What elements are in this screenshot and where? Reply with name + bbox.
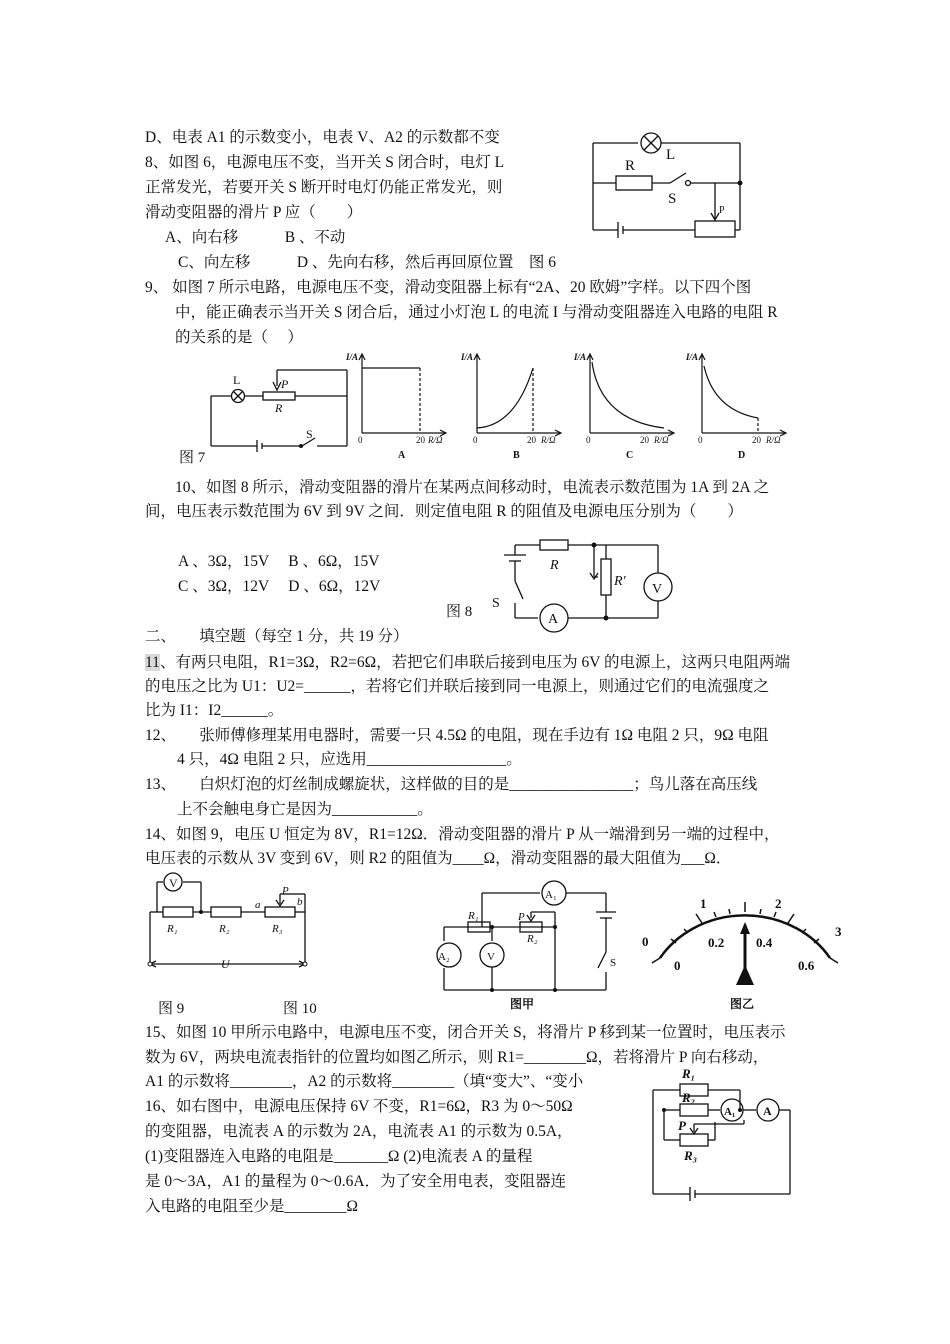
fig9-voltmeter: V [169, 876, 178, 890]
fig7-label-l: L [233, 373, 241, 387]
graph-d-zero: 0 [698, 435, 703, 445]
graph-a-twenty: 20 [416, 435, 425, 445]
fig16-ammeter-a1: A₁ [724, 1106, 736, 1118]
q12-line-2: 4 只，4Ω 电阻 2 只，应选用__________________。 [177, 751, 522, 768]
graph-a-label: A [398, 450, 406, 461]
figure-7-graph-c [568, 350, 678, 461]
figure-16-circuit [650, 1062, 800, 1207]
fig16-label-p: P [678, 1118, 686, 1133]
fig9-label-a: a [255, 899, 261, 911]
q15-line-3: A1 的示数将________，A2 的示数将________（填“变大”、“变小 [145, 1073, 584, 1090]
fig10-label-r1: R₁ [468, 910, 479, 922]
fig10-label-p: P [518, 911, 525, 923]
graph-b-twenty: 20 [527, 435, 536, 445]
graph-a-yaxis: I/A [346, 352, 359, 362]
meter-bottom-02: 0.2 [708, 935, 725, 950]
fig8-voltmeter: V [652, 582, 663, 597]
graph-d-twenty: 20 [752, 435, 761, 445]
section-2-title: 二、 填空题（每空 1 分，共 19 分） [145, 628, 409, 645]
q11-number: 11 [145, 654, 160, 671]
figure-7-graph-b [455, 350, 565, 461]
meter-top-2: 2 [775, 896, 782, 911]
figure-10-meter-yi [640, 890, 850, 1015]
fig8-label-r: R [550, 558, 559, 573]
graph-d-yaxis: I/A [686, 352, 699, 362]
fig9-label-r3: R₃ [272, 923, 283, 935]
fig7-label-p: P [281, 377, 289, 391]
graph-c-twenty: 20 [640, 435, 649, 445]
fig9-label-b: b [297, 896, 303, 908]
meter-top-3: 3 [835, 924, 842, 939]
fig6-label-r: R [625, 158, 636, 174]
graph-b-xaxis: R/Ω [541, 435, 556, 445]
graph-c-label: C [626, 450, 634, 461]
figure-7-circuit [205, 368, 350, 453]
fig7-label-r: R [275, 401, 283, 415]
graph-b-yaxis: I/A [461, 352, 474, 362]
q8-line-1: 8、如图 6，电源电压不变，当开关 S 闭合时，电灯 L [145, 154, 505, 171]
fig10-caption: 图 10 [283, 1001, 317, 1017]
fig8-label-s: S [492, 596, 500, 611]
q16-line-5: 入电路的电阻至少是________Ω [145, 1198, 359, 1215]
q10-options-cd: C 、3Ω，12V D 、6Ω，12V [178, 578, 381, 595]
q10-line-1: 10、如图 8 所示，滑动变阻器的滑片在某两点间移动时，电流表示数范围为 1A 到 2A 之 [175, 479, 770, 496]
q8-options-cd: C、向左移 D 、先向右移，然后再回原位置 图 6 [178, 254, 557, 271]
fig9-label-r1: R₁ [167, 923, 178, 935]
q8-line-3: 滑动变阻器的滑片 P 应（ ） [145, 204, 363, 221]
fig9-label-r2: R₂ [219, 923, 230, 935]
graph-d-label: D [738, 450, 746, 461]
fig8-caption: 图 8 [446, 604, 473, 620]
q15-line-2: 数为 6V，两块电流表指针的位置均如图乙所示，则 R1=________Ω，若将滑片 P 向右移动， [145, 1049, 769, 1066]
q8-line-2: 正常发光，若要开关 S 断开时电灯仍能正常发光，则 [145, 179, 503, 196]
fig6-label-s: S [668, 191, 677, 207]
q11-line-2: 的电压之比为 U1：U2=______，若将它们并联后接到同一电源上，则通过它们的电流强度之 [145, 678, 770, 695]
fig9-caption: 图 9 [158, 1001, 185, 1017]
graph-d-xaxis: R/Ω [766, 435, 781, 445]
fig10-label-s: S [610, 957, 617, 969]
meter-top-0: 0 [642, 934, 649, 949]
meter-bottom-06: 0.6 [798, 958, 815, 973]
fig16-ammeter-a: A [763, 1104, 772, 1118]
graph-a-zero: 0 [358, 435, 363, 445]
fig10-label-jia: 图甲 [510, 997, 535, 1011]
q10-options-ab: A 、3Ω，15V B 、6Ω，15V [178, 553, 380, 570]
fig7-caption: 图 7 [179, 450, 206, 466]
fig7-label-s: S [306, 427, 313, 441]
q12-line-1: 12、 张师傅修理某用电器时，需要一只 4.5Ω 的电阻，现在手边有 1Ω 电阻 2 只，9Ω 电阻 [145, 727, 769, 744]
q16-line-2: 的变阻器，电流表 A 的示数为 2A，电流表 A1 的示数为 0.5A， [145, 1123, 573, 1140]
q16-line-1: 16、如右图中，电源电压保持 6V 不变，R1=6Ω，R3 为 0～50Ω [145, 1098, 573, 1115]
q11-line-3: 比为 I1：I2______。 [145, 702, 284, 719]
fig8-label-rprime: R′ [614, 574, 626, 589]
graph-a-xaxis: R/Ω [428, 435, 443, 445]
q16-line-4: 是 0～3A，A1 的量程为 0～0.6A．为了安全用电表，变阻器连 [145, 1173, 567, 1190]
q8-options-ab: A、向右移 B 、不动 [165, 229, 346, 246]
graph-c-yaxis: I/A [574, 352, 587, 362]
q11-line-1 [145, 653, 790, 673]
fig10-ammeter-a1: A₁ [545, 889, 557, 901]
fig16-label-r1: R₁ [682, 1066, 696, 1081]
fig9-label-u: U [221, 957, 230, 971]
fig10-label-r2: R₂ [527, 933, 538, 945]
q9-line-3: 的关系的是（ ） [175, 329, 303, 346]
q9-line-1: 9、 如图 7 所示电路，电源电压不变，滑动变阻器上标有“2A、20 欧姆”字样。以下四个图 [145, 279, 752, 296]
figure-10-circuit-jia [430, 880, 620, 1015]
q13-line-1: 13、 白炽灯泡的灯丝制成螺旋状，这样做的目的是________________；鸟儿落在高压线 [145, 776, 758, 793]
q15-line-1: 15、如图 10 甲所示电路中，电源电压不变，闭合开关 S，将滑片 P 移到某一位置时，电压表示 [145, 1024, 786, 1041]
figure-7-graph-a [340, 350, 450, 461]
q7-option-d: D、电表 A1 的示数变小，电表 V、A2 的示数都不变 [145, 129, 500, 146]
fig10-voltmeter: V [487, 951, 495, 963]
figure-8-circuit [490, 535, 680, 635]
fig10-label-yi: 图乙 [730, 997, 755, 1011]
graph-c-xaxis: R/Ω [654, 435, 669, 445]
graph-c-zero: 0 [586, 435, 591, 445]
figure-7-graph-d [680, 350, 795, 461]
fig16-label-r2: R₂ [682, 1090, 696, 1105]
graph-b-label: B [513, 450, 520, 461]
fig9-label-p: P [282, 885, 289, 897]
meter-bottom-04: 0.4 [756, 935, 773, 950]
q11-line-1-text: 、有两只电阻，R1=3Ω，R2=6Ω，若把它们串联后接到电压为 6V 的电源上，这两只电阻两端 [159, 654, 791, 671]
figure-9-circuit [145, 872, 310, 972]
figure-6-circuit [588, 125, 748, 245]
graph-b-zero: 0 [473, 435, 478, 445]
q14-line-2: 电压表的示数从 3V 变到 6V，则 R2 的阻值为____Ω，滑动变阻器的最大阻值为___Ω． [145, 850, 732, 867]
fig6-label-l: L [666, 147, 676, 163]
fig16-label-r3: R₃ [684, 1148, 698, 1163]
fig6-label-p: P [719, 205, 725, 216]
fig10-ammeter-a2: A₂ [438, 951, 450, 963]
q14-line-1: 14、如图 9，电压 U 恒定为 8V，R1=12Ω．滑动变阻器的滑片 P 从一端滑到另一端的过程中， [145, 826, 780, 843]
q16-line-3: (1)变阻器连入电路的电阻是_______Ω (2)电流表 A 的量程 [145, 1148, 533, 1165]
q10-line-2: 间，电压表示数范围为 6V 到 9V 之间．则定值电阻 R 的阻值及电源电压分别为（ ） [145, 503, 743, 520]
meter-top-1: 1 [700, 896, 707, 911]
fig8-ammeter: A [548, 612, 559, 627]
meter-bottom-0: 0 [674, 958, 681, 973]
q13-line-2: 上不会触电身亡是因为___________。 [177, 801, 433, 818]
q9-line-2: 中，能正确表示当开关 S 闭合后，通过小灯泡 L 的电流 I 与滑动变阻器连入电路的电阻 R [175, 304, 778, 321]
